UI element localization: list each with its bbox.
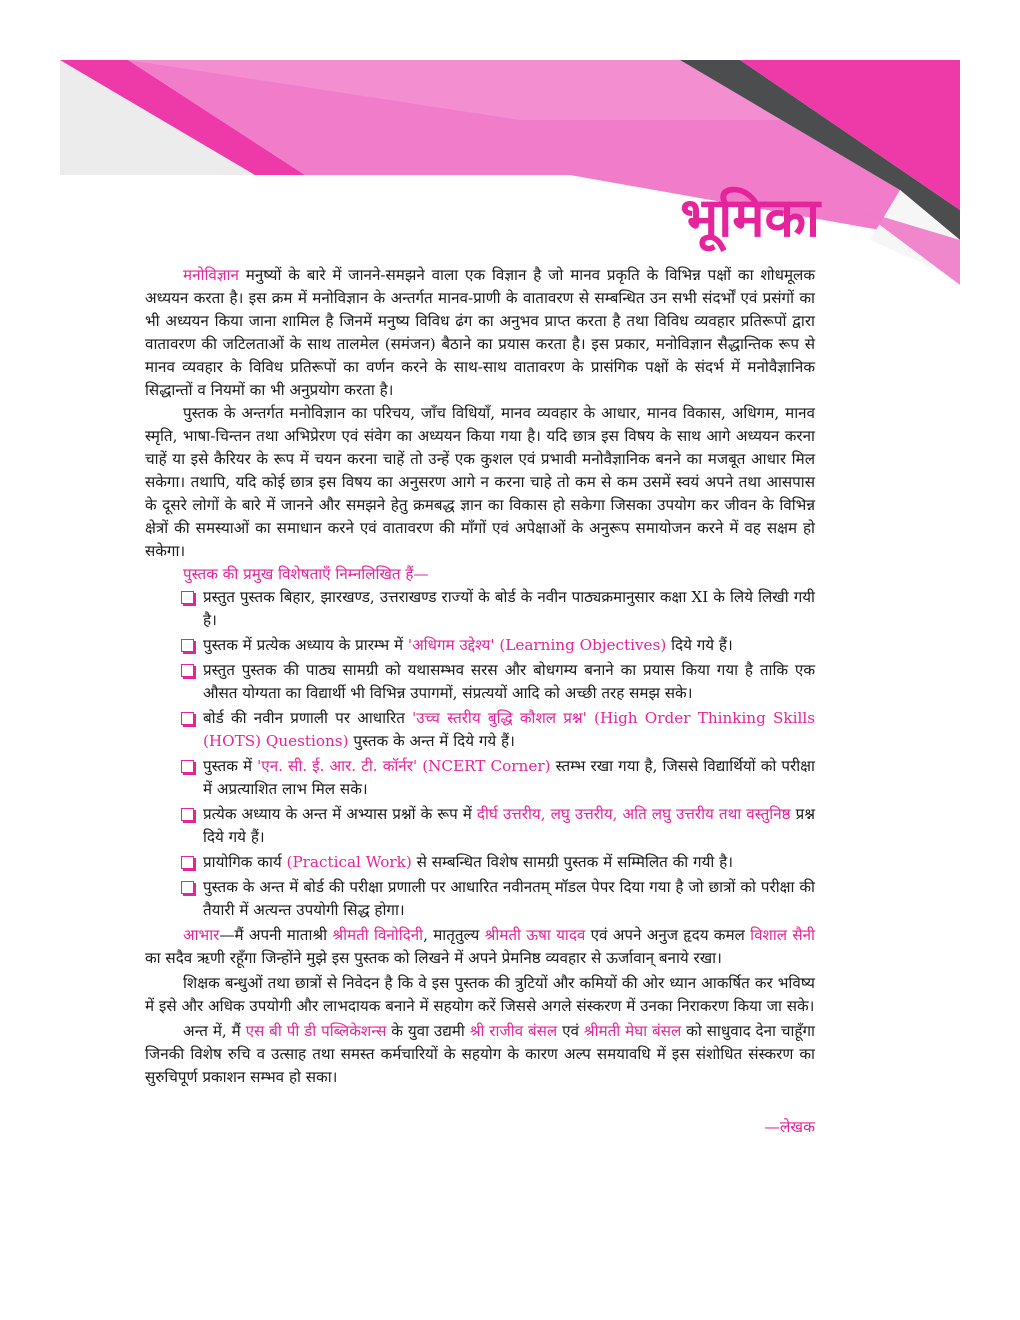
feature-text-part: प्रश्न दिये गये हैं। bbox=[203, 805, 815, 846]
feature-text bbox=[183, 876, 815, 922]
features-heading: पुस्तक की प्रमुख विशेषताएँ निम्नलिखित हैं— bbox=[183, 565, 429, 583]
feature-item bbox=[145, 876, 815, 922]
feature-highlight: 'एन. सी. ई. आर. टी. कॉर्नर' (NCERT Corner) bbox=[257, 757, 551, 775]
decorative-banner bbox=[0, 0, 1020, 300]
feature-text bbox=[183, 851, 815, 874]
checkbox-bullet-icon bbox=[181, 856, 194, 869]
intro-paragraph-2: पुस्तक के अन्तर्गत मनोविज्ञान का परिचय, जाँच विधियाँ, मानव व्यवहार के आधार, मानव विकास, अधिगम, मानव स्मृति, भाषा-चिन्तन तथा अभिप्रेरण एवं संवेग का अध्ययन किया गया है। यदि छात्र इस विषय के साथ आगे अध्ययन करना चाहें या इसे कैरियर के रूप में चयन करना चाहें तो उन्हें एक कुशल एवं प्रभावी मनोवैज्ञानिक बनने का मजबूत आधार मिल सकेगा। तथापि, यदि कोई छात्र इस विषय का अनुसरण आगे न करना चाहे तो कम से कम उसमें स्वयं अपने तथा आसपास के दूसरे लोगों के बारे में जानने और समझने हेतु क्रमबद्ध ज्ञान का विकास हो सकेगा जिसका उपयोग कर जीवन के विभिन्न क्षेत्रों की समस्याओं का समाधान करने एवं वातावरण की माँगों एवं अपेक्षाओं के अनुरूप समायोजन करने में वह सक्षम हो सकेगा। bbox=[145, 404, 815, 560]
feature-text-part: बोर्ड की नवीन प्रणाली पर आधारित bbox=[203, 709, 413, 727]
closing-text-1: अन्त में, मैं bbox=[183, 1022, 246, 1040]
feature-item bbox=[145, 851, 815, 874]
checkbox-bullet-icon bbox=[181, 808, 194, 821]
feature-text-part: प्रत्येक अध्याय के अन्त में अभ्यास प्रश्नों के रूप में bbox=[203, 805, 477, 823]
feature-highlight: (Practical Work) bbox=[286, 853, 412, 871]
ack-mother: श्रीमती विनोदिनी bbox=[332, 926, 424, 944]
intro-paragraph-1 bbox=[145, 264, 815, 402]
acknowledgement-paragraph bbox=[145, 924, 815, 970]
checkbox-bullet-icon bbox=[181, 639, 194, 652]
feature-highlight: 'अधिगम उद्देश्य' (Learning Objectives) bbox=[407, 636, 667, 654]
feature-text-part: से सम्बन्धित विशेष सामग्री पुस्तक में सम्मिलित की गयी है। bbox=[411, 853, 733, 871]
feature-highlight: 'उच्च स्तरीय बुद्धि कौशल प्रश्न' (High Order Thinking Skills (HOTS) Questions) bbox=[203, 709, 815, 750]
ack-label: आभार bbox=[183, 926, 220, 944]
feature-text-part: दिये गये हैं। bbox=[666, 636, 733, 654]
feature-item bbox=[145, 755, 815, 801]
checkbox-bullet-icon bbox=[181, 664, 194, 677]
checkbox-bullet-icon bbox=[181, 760, 194, 773]
preface-body bbox=[145, 264, 815, 1089]
feature-text bbox=[183, 707, 815, 753]
request-paragraph: शिक्षक बन्धुओं तथा छात्रों से निवेदन है कि वे इस पुस्तक की त्रुटियों और कमियों की ओर ध्यान आकर्षित कर भविष्य में इसे और अधिक उपयोगी और लाभदायक बनाने में सहयोग करें जिससे अगले संस्करण में उनका निराकरण किया जा सके। bbox=[145, 974, 815, 1015]
feature-text-part: प्रस्तुत पुस्तक बिहार, झारखण्ड, उत्तराखण्ड राज्यों के बोर्ड के नवीन पाठ्यक्रमानुसार कक्षा XI के लिये लिखी गयी है। bbox=[203, 588, 815, 629]
feature-text bbox=[183, 586, 815, 632]
feature-highlight: दीर्घ उत्तरीय, लघु उत्तरीय, अति लघु उत्तरीय तथा वस्तुनिष्ठ bbox=[476, 805, 791, 823]
ack-text-4: का सदैव ऋणी रहूँगा जिन्होंने मुझे इस पुस्तक को लिखने में अपने प्रेमनिष्ठ व्यवहार से ऊर्जावान् बनाये रखा। bbox=[145, 949, 722, 967]
feature-text-part: पुस्तक के अन्त में दिये गये हैं। bbox=[348, 732, 515, 750]
closing-person-1: श्री राजीव बंसल bbox=[469, 1022, 558, 1040]
ack-text-1: —मैं अपनी माताश्री bbox=[219, 926, 333, 944]
checkbox-bullet-icon bbox=[181, 881, 194, 894]
closing-paragraph bbox=[145, 1020, 815, 1089]
ack-text-2: , मातृतुल्य bbox=[423, 926, 485, 944]
closing-text-4: को साधुवाद देना चाहूँगा जिनकी विशेष रुचि व उत्साह तथा समस्त कर्मचारियों के सहयोग के कारण अल्प समयावधि में इस संशोधित संस्करण का सुरुचिपूर्ण प्रकाशन सम्भव हो सका। bbox=[145, 1022, 815, 1086]
author-signature: —लेखक bbox=[764, 1118, 815, 1136]
checkbox-bullet-icon bbox=[181, 591, 194, 604]
feature-item bbox=[145, 803, 815, 849]
closing-text-3: एवं bbox=[557, 1022, 584, 1040]
feature-item bbox=[145, 586, 815, 632]
feature-text-part: पुस्तक में प्रत्येक अध्याय के प्रारम्भ में bbox=[203, 636, 408, 654]
feature-text bbox=[183, 659, 815, 705]
feature-text-part: स्तम्भ रखा गया है, जिससे विद्यार्थियों को परीक्षा में अप्रत्याशित लाभ मिल सके। bbox=[203, 757, 815, 798]
feature-item bbox=[145, 659, 815, 705]
feature-text-part: प्रस्तुत पुस्तक की पाठ्य सामग्री को यथासम्भव सरस और बोधगम्य बनाने का प्रयास किया गया है ताकि एक औसत योग्यता का विद्यार्थी भी विभिन्न उपागमों, संप्रत्ययों आदि को अच्छी तरह समझ सके। bbox=[203, 661, 815, 702]
feature-item bbox=[145, 707, 815, 753]
closing-publisher: एस बी पी डी पब्लिकेशन्स bbox=[245, 1022, 387, 1040]
feature-text-part: प्रायोगिक कार्य bbox=[203, 853, 287, 871]
ack-brother: विशाल सैनी bbox=[750, 926, 815, 944]
closing-text-2: के युवा उद्यमी bbox=[386, 1022, 470, 1040]
ack-aunt: श्रीमती ऊषा यादव bbox=[484, 926, 586, 944]
feature-text-part: पुस्तक के अन्त में बोर्ड की परीक्षा प्रणाली पर आधारित नवीनतम् मॉडल पेपर दिया गया है जो छात्रों को परीक्षा की तैयारी में अत्यन्त उपयोगी सिद्ध होगा। bbox=[203, 878, 815, 919]
intro-text: मनुष्यों के बारे में जानने-समझने वाला एक विज्ञान है जो मानव प्रकृति के विभिन्न पक्षों का शोधमूलक अध्ययन करता है। इस क्रम में मनोविज्ञान के अन्तर्गत मानव-प्राणी के वातावरण से सम्बन्धित उन सभी संदर्भों एवं प्रसंगों का भी अध्ययन किया जाना शामिल है जिनमें मनुष्य विविध ढंग का अनुभव प्राप्त करता है तथा विविध व्यवहार प्रतिरूपों द्वारा वातावरण की जटिलताओं के साथ तालमेल (समंजन) बैठाने का प्रयास करता है। इस प्रकार, मनोविज्ञान सैद्धान्तिक रूप से मानव व्यवहार के विविध प्रतिरूपों का वर्णन करने के साथ-साथ वातावरण के प्रासंगिक पक्षों के संदर्भ में मनोवैज्ञानिक सिद्धान्तों व नियमों का भी अनुप्रयोग करता है। bbox=[145, 266, 815, 399]
feature-item bbox=[145, 634, 815, 657]
features-list bbox=[145, 586, 815, 922]
closing-person-2: श्रीमती मेघा बंसल bbox=[583, 1022, 682, 1040]
ack-text-3: एवं अपने अनुज हृदय कमल bbox=[585, 926, 751, 944]
feature-text-part: पुस्तक में bbox=[203, 757, 258, 775]
checkbox-bullet-icon bbox=[181, 712, 194, 725]
feature-text bbox=[183, 755, 815, 801]
page-title: भूमिका bbox=[680, 186, 820, 249]
feature-text bbox=[183, 803, 815, 849]
feature-text bbox=[183, 634, 815, 657]
intro-highlight: मनोविज्ञान bbox=[183, 266, 239, 284]
